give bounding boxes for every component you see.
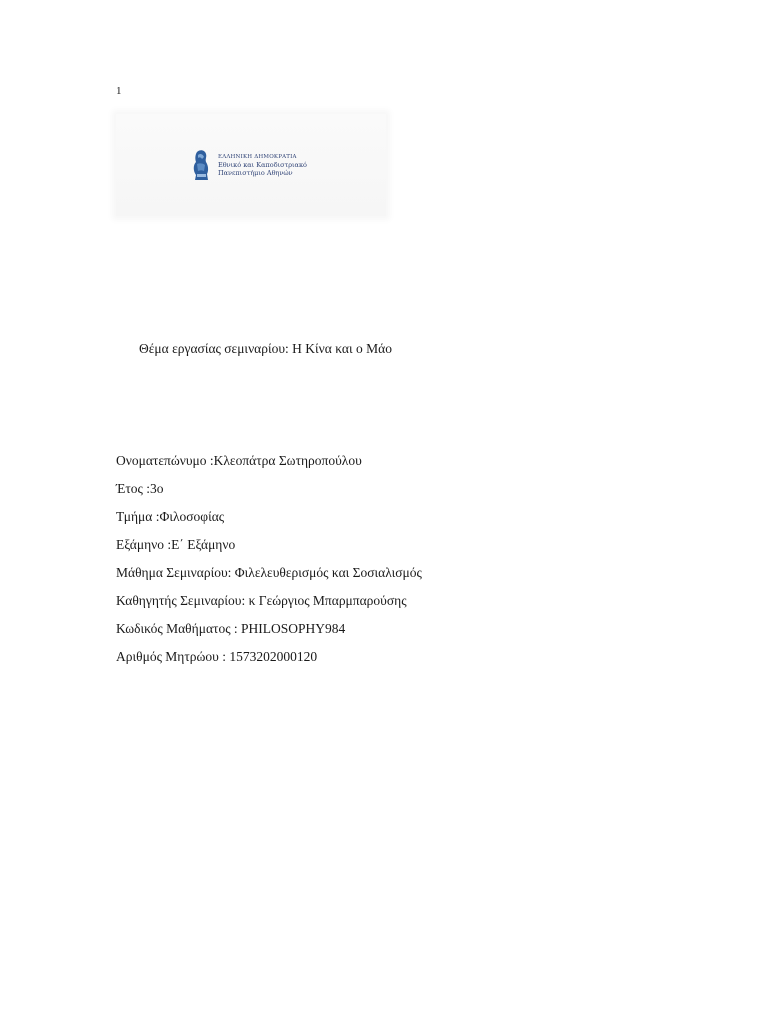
logo-text [218, 153, 307, 177]
logo-line-1: ΕΛΛΗΝΙΚΗ ΔΗΜΟΚΡΑΤΙΑ [218, 154, 297, 160]
logo-line-3: Πανεπιστήμιο Αθηνών [218, 169, 293, 177]
seminar-course: Μάθημα Σεμιναρίου: Φιλελευθερισμός και Σοσιαλισμός [116, 565, 422, 580]
logo-line-2: Εθνικό και Καποδιστριακό [218, 161, 307, 169]
university-logo [116, 114, 386, 216]
student-name: Ονοματεπώνυμο :Κλεοπάτρα Σωτηροπούλου [116, 453, 362, 468]
semester: Εξάμηνο :Ε΄ Εξάμηνο [116, 537, 236, 552]
course-code: Κωδικός Μαθήματος : PHILOSOPHY984 [116, 621, 346, 636]
student-info-list [116, 452, 422, 676]
seminar-topic: Θέμα εργασίας σεμιναρίου: Η Κίνα και ο Μάο [139, 341, 392, 356]
department: Τμήμα :Φιλοσοφίας [116, 509, 225, 524]
athena-emblem-icon [191, 149, 211, 181]
page-marker: 1 [116, 85, 122, 97]
seminar-professor: Καθηγητής Σεμιναρίου: κ Γεώργιος Μπαρμπαρούσης [116, 593, 407, 608]
registration-number: Αριθμός Μητρώου : 1573202000120 [116, 649, 318, 664]
study-year: Έτος :3ο [116, 481, 164, 496]
